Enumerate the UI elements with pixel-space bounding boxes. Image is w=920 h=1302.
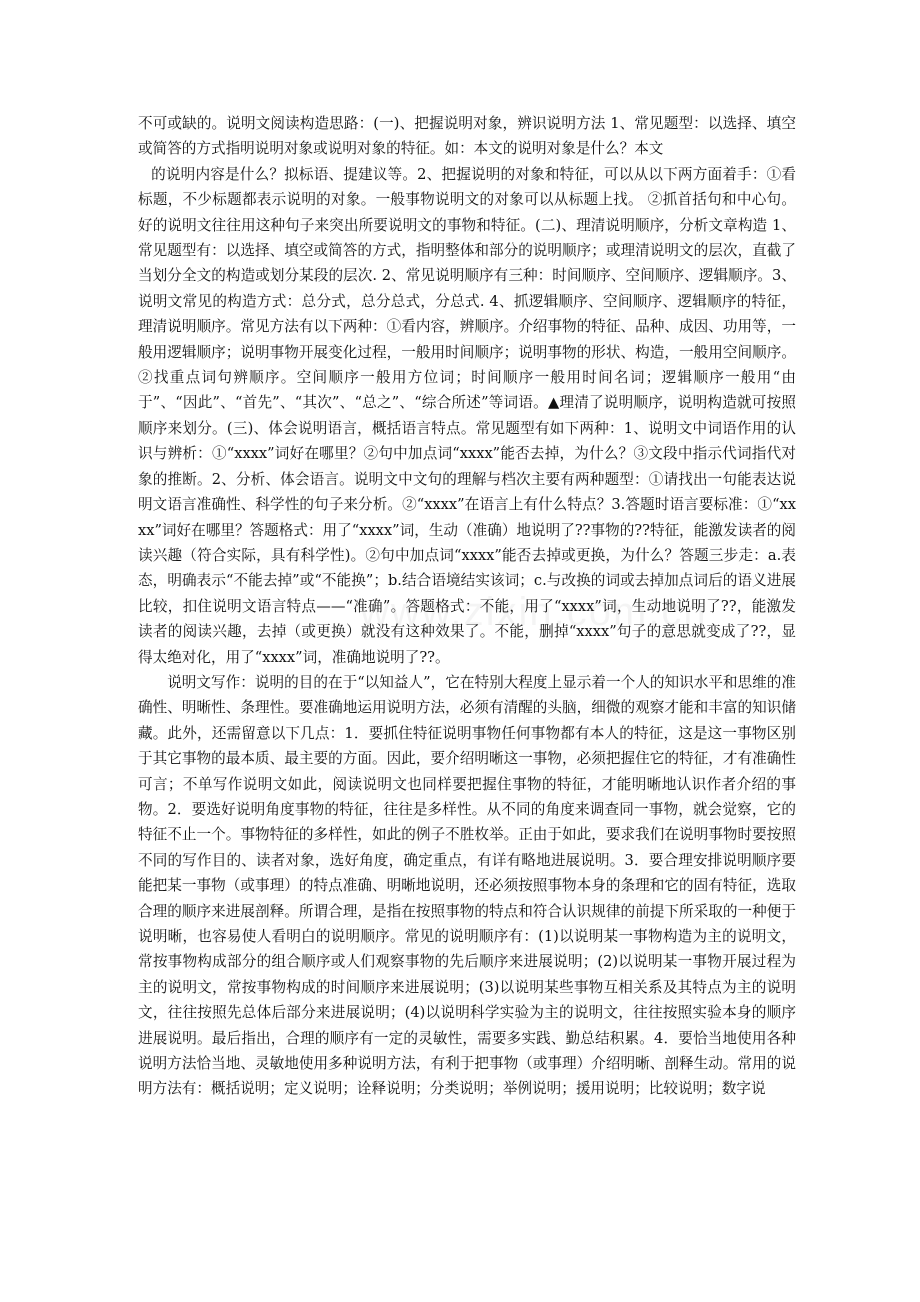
paragraph-reading-method: 的说明内容是什么？拟标语、提建议等。2、把握说明的对象和特征，可以从以下两方面着手：①看标题，不少标题都表示说明的对象。一般事物说明文的对象可以从标题上找。 ②抓首括句和中心句。好的说明文往往用这种句子来突出所要说明文的事物和特征。(二)、理清说明顺序，分析文章构造 1、常见题型有：以选择、填空或简答的方式，指明整体和部分的说明顺序；或理清说明文的层次，直截了当划分全文的构造或划分某段的层次. 2、常见说明顺序有三种：时间顺序、空间顺序、逻辑顺序。3、说明文常见的构造方式：总分式，总分总式，分总式. 4、抓逻辑顺序、空间顺序、逻辑顺序的特征，理清说明顺序。常见方法有以下两种：①看内容，辨顺序。介绍事物的特征、品种、成因、功用等，一般用逻辑顺序；说明事物开展变化过程，一般用时间顺序；说明事物的形状、构造，一般用空间顺序。②找重点词句辨顺序。空间顺序一般用方位词；时间顺序一般用时间名词；逻辑顺序一般用“由于”、“因此”、“首先”、“其次”、“总之”、“综合所述”等词语。▲理清了说明顺序，说明构造就可按照顺序来划分。(三)、体会说明语言，概括语言特点。常见题型有如下两种：1、说明文中词语作用的认识与辨析：①“xxxx”词好在哪里？②句中加点词“xxxx”能否去掉，为什么？③文段中指示代词指代对象的推断。2、分析、体会语言。说明文中文句的理解与档次主要有两种题型：①请找出一句能表达说明文语言准确性、科学性的句子来分析。②“xxxx”在语言上有什么特点？3.答题时语言要标准：①“xxxx”词好在哪里？答题格式：用了“xxxx”词，生动（准确）地说明了??事物的??特征，能激发读者的阅读兴趣（符合实际，具有科学性)。②句中加点词“xxxx”能否去掉或更换，为什么？答题三步走：a.表态，明确表示“不能去掉”或“不能换”；b.结合语境结实该词；c.与改换的词或去掉加点词后的语义进展比较，扣住说明文语言特点——“准确”。答题格式：不能，用了“xxxx”词，生动地说明了??，能激发读者的阅读兴趣，去掉（或更换）就没有这种效果了。不能，删掉“xxxx”句子的意思就变成了??，显得太绝对化，用了“xxxx”词，准确地说明了??。 [138, 165, 796, 666]
paragraph-intro: 不可或缺的。说明文阅读构造思路：(一)、把握说明对象，辨识说明方法 1、常见题型：以选择、填空或简答的方式指明说明对象或说明对象的特征。如：本文的说明对象是什么？本文 [138, 115, 796, 158]
paragraph-writing: 说明文写作：说明的目的在于“以知益人”，它在特别大程度上显示着一个人的知识水平和思维的准确性、明晰性、条理性。要准确地运用说明方法，必须有清醒的头脑，细微的观察才能和丰富的知识储藏。此外，还需留意以下几点：1．要抓住特征说明事物任何事物都有本人的特征，这是这一事物区别于其它事物的最本质、最主要的方面。因此，要介绍明晰这一事物，必须把握住它的特征，才有准确性可言；不单写作说明文如此，阅读说明文也同样要把握住事物的特征，才能明晰地认识作者介绍的事物。2．要选好说明角度事物的特征，往往是多样性。从不同的角度来调查同一事物，就会觉察，它的特征不止一个。事物特征的多样性，如此的例子不胜枚举。正由于如此，要求我们在说明事物时要按照不同的写作目的、读者对象，选好角度，确定重点，有详有略地进展说明。3．要合理安排说明顺序要能把某一事物（或事理）的特点准确、明晰地说明，还必须按照事物本身的条理和它的固有特征，选取合理的顺序来进展剖释。所谓合理，是指在按照事物的特点和符合认识规律的前提下所采取的一种便于说明晰，也容易使人看明白的说明顺序。常见的说明顺序有：(1)以说明某一事物构造为主的说明文，常按事物构成部分的组合顺序或人们观察事物的先后顺序来进展说明；(2)以说明某一事物开展过程为主的说明文，常按事物构成的时间顺序来进展说明；(3)以说明某些事物互相关系及其特点为主的说明文，往往按照先总体后部分来进展说明；(4)以说明科学实验为主的说明文，往往按照实验本身的顺序进展说明。最后指出，合理的顺序有一定的灵敏性，需要多实践、勤总结积累。4．要恰当地使用各种说明方法恰当地、灵敏地使用多种说明方法，有利于把事物（或事理）介绍明晰、剖释生动。常用的说明方法有：概括说明；定义说明；诠释说明；分类说明；举例说明；援用说明；比较说明；数字说 [138, 673, 796, 1098]
document-body [138, 111, 796, 1102]
